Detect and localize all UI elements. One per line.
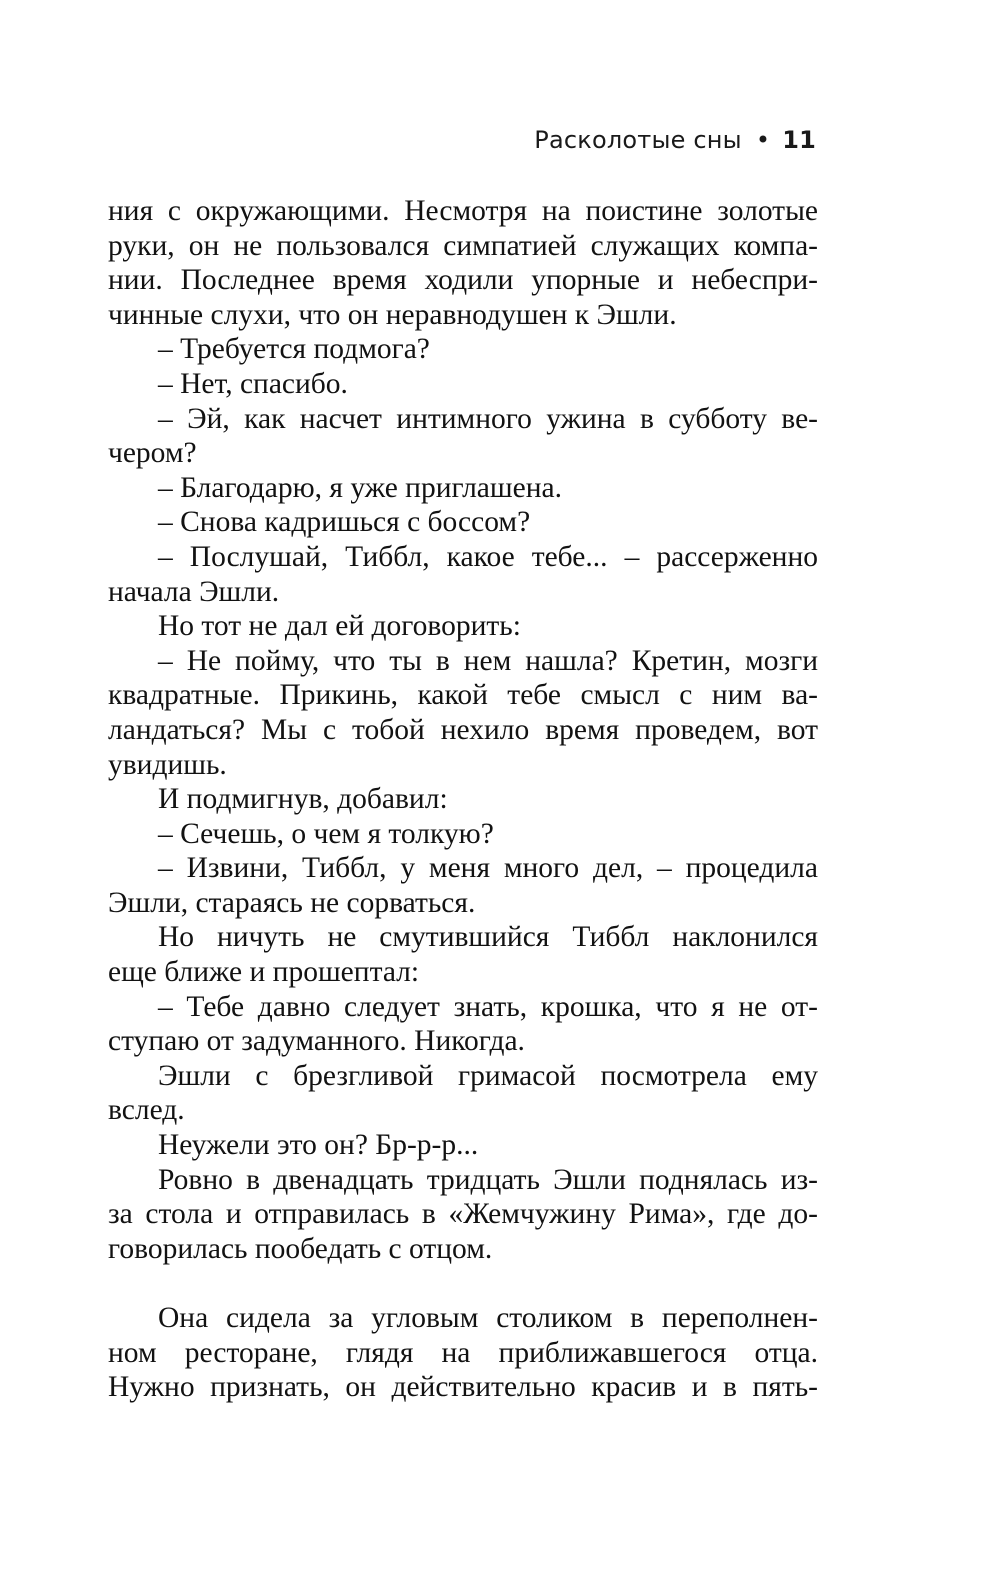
- bullet-separator: •: [755, 126, 771, 154]
- text-line: Но ничуть не смутившийся Тиббл наклонился: [158, 921, 818, 954]
- book-title: Расколотые сны: [534, 126, 742, 154]
- text-line: ном ресторане, глядя на приближавшегося отца.: [108, 1336, 818, 1369]
- text-line: – Не пойму, что ты в нем нашла? Кретин, мозги: [158, 644, 818, 677]
- text-line: нии. Последнее время ходили упорные и небеспри-: [108, 264, 818, 297]
- blank-line: [108, 1266, 818, 1301]
- page-number: 11: [782, 126, 816, 154]
- text-line: говорилась пообедать с отцом.: [108, 1232, 493, 1265]
- body-text: [108, 194, 818, 1405]
- text-line: увидишь.: [108, 748, 227, 781]
- text-line: чером?: [108, 437, 197, 470]
- text-line: – Извини, Тиббл, у меня много дел, – процедила: [158, 852, 818, 885]
- text-line: – Эй, как насчет интимного ужина в субботу ве-: [158, 402, 818, 435]
- text-line: – Сечешь, о чем я толкую?: [158, 817, 494, 850]
- text-line: руки, он не пользовался симпатией служащих компа-: [108, 229, 818, 262]
- text-line: чинные слухи, что он неравнодушен к Эшли.: [108, 298, 677, 331]
- text-line: Эшли с брезгливой гримасой посмотрела ему: [158, 1059, 818, 1092]
- text-line: ступаю от задуманного. Никогда.: [108, 1025, 525, 1058]
- text-line: ландаться? Мы с тобой нехило время проведем, вот: [108, 713, 818, 746]
- text-line: Неужели это он? Бр-р-р...: [158, 1129, 479, 1162]
- text-line: – Нет, спасибо.: [158, 367, 348, 400]
- text-line: начала Эшли.: [108, 575, 280, 608]
- text-line: – Тебе давно следует знать, крошка, что я не от-: [158, 990, 818, 1023]
- text-line: Ровно в двенадцать тридцать Эшли поднялась из-: [158, 1163, 818, 1196]
- text-line: – Требуется подмога?: [158, 333, 430, 366]
- text-line: Она сидела за угловым столиком в переполнен-: [158, 1302, 818, 1334]
- text-line: еще ближе и прошептал:: [108, 956, 420, 989]
- running-header: [534, 126, 816, 154]
- text-line: за стола и отправилась в «Жемчужину Рима», где до-: [108, 1198, 818, 1231]
- text-line: Эшли, стараясь не сорваться.: [108, 886, 476, 919]
- text-line: Нужно признать, он действительно красив и в пять-: [108, 1371, 818, 1404]
- text-line: Но тот не дал ей договорить:: [158, 610, 521, 643]
- text-line: И подмигнув, добавил:: [158, 783, 448, 816]
- text-line: квадратные. Прикинь, какой тебе смысл с ним ва-: [108, 679, 818, 712]
- text-line: вслед.: [108, 1094, 185, 1127]
- text-line: ния с окружающими. Несмотря на поистине золотые: [108, 195, 818, 227]
- text-line: – Благодарю, я уже приглашена.: [158, 471, 562, 504]
- text-line: – Послушай, Тиббл, какое тебе... – рассерженно: [158, 540, 818, 573]
- text-line: – Снова кадришься с боссом?: [158, 506, 531, 539]
